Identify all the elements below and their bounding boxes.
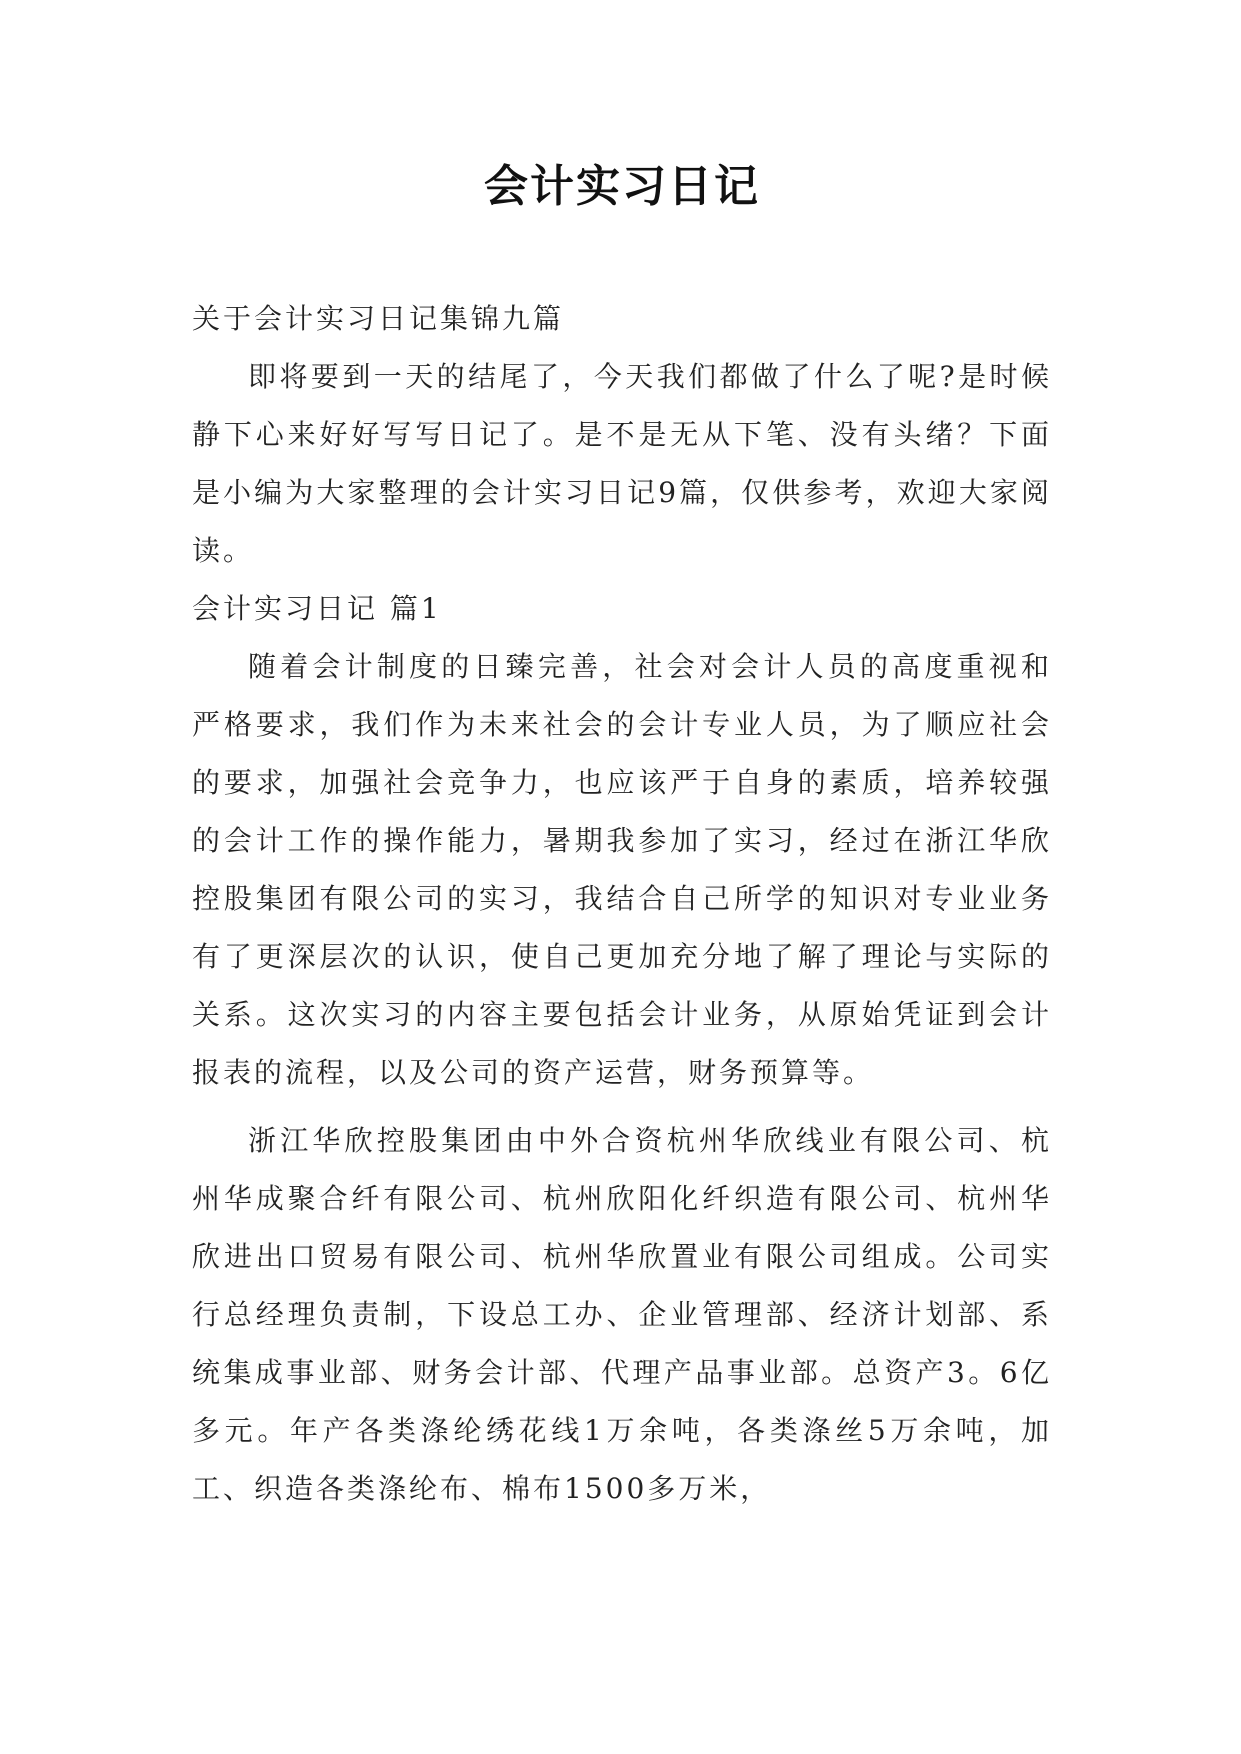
- section-heading: 会计实习日记 篇1: [192, 592, 442, 625]
- document-title: 会计实习日记: [484, 161, 760, 212]
- body-paragraph: 随着会计制度的日臻完善，社会对会计人员的高度重视和严格要求，我们作为未来社会的会计专业人员，为了顺应社会的要求，加强社会竞争力，也应该严于自身的素质，培养较强的会计工作的操作能力，暑期我参加了实习，经过在浙江华欣控股集团有限公司的实习，我结合自己所学的知识对专业业务有了更深层次的认识，使自己更加充分地了解了理论与实际的关系。这次实习的内容主要包括会计业务，从原始凭证到会计报表的流程，以及公司的资产运营，财务预算等。: [192, 650, 1052, 1089]
- intro-paragraph: 即将要到一天的结尾了，今天我们都做了什么了呢?是时候静下心来好好写写日记了。是不是无从下笔、没有头绪？下面是小编为大家整理的会计实习日记9篇，仅供参考，欢迎大家阅读。: [192, 360, 1052, 567]
- body-paragraph: 浙江华欣控股集团由中外合资杭州华欣线业有限公司、杭州华成聚合纤有限公司、杭州欣阳化纤织造有限公司、杭州华欣进出口贸易有限公司、杭州华欣置业有限公司组成。公司实行总经理负责制，下设总工办、企业管理部、经济计划部、系统集成事业部、财务会计部、代理产品事业部。总资产3。6亿多元。年产各类涤纶绣花线1万余吨，各类涤丝5万余吨，加工、织造各类涤纶布、棉布1500多万米，: [192, 1124, 1052, 1505]
- document-body: [192, 290, 1052, 1518]
- document-subtitle: 关于会计实习日记集锦九篇: [192, 302, 565, 335]
